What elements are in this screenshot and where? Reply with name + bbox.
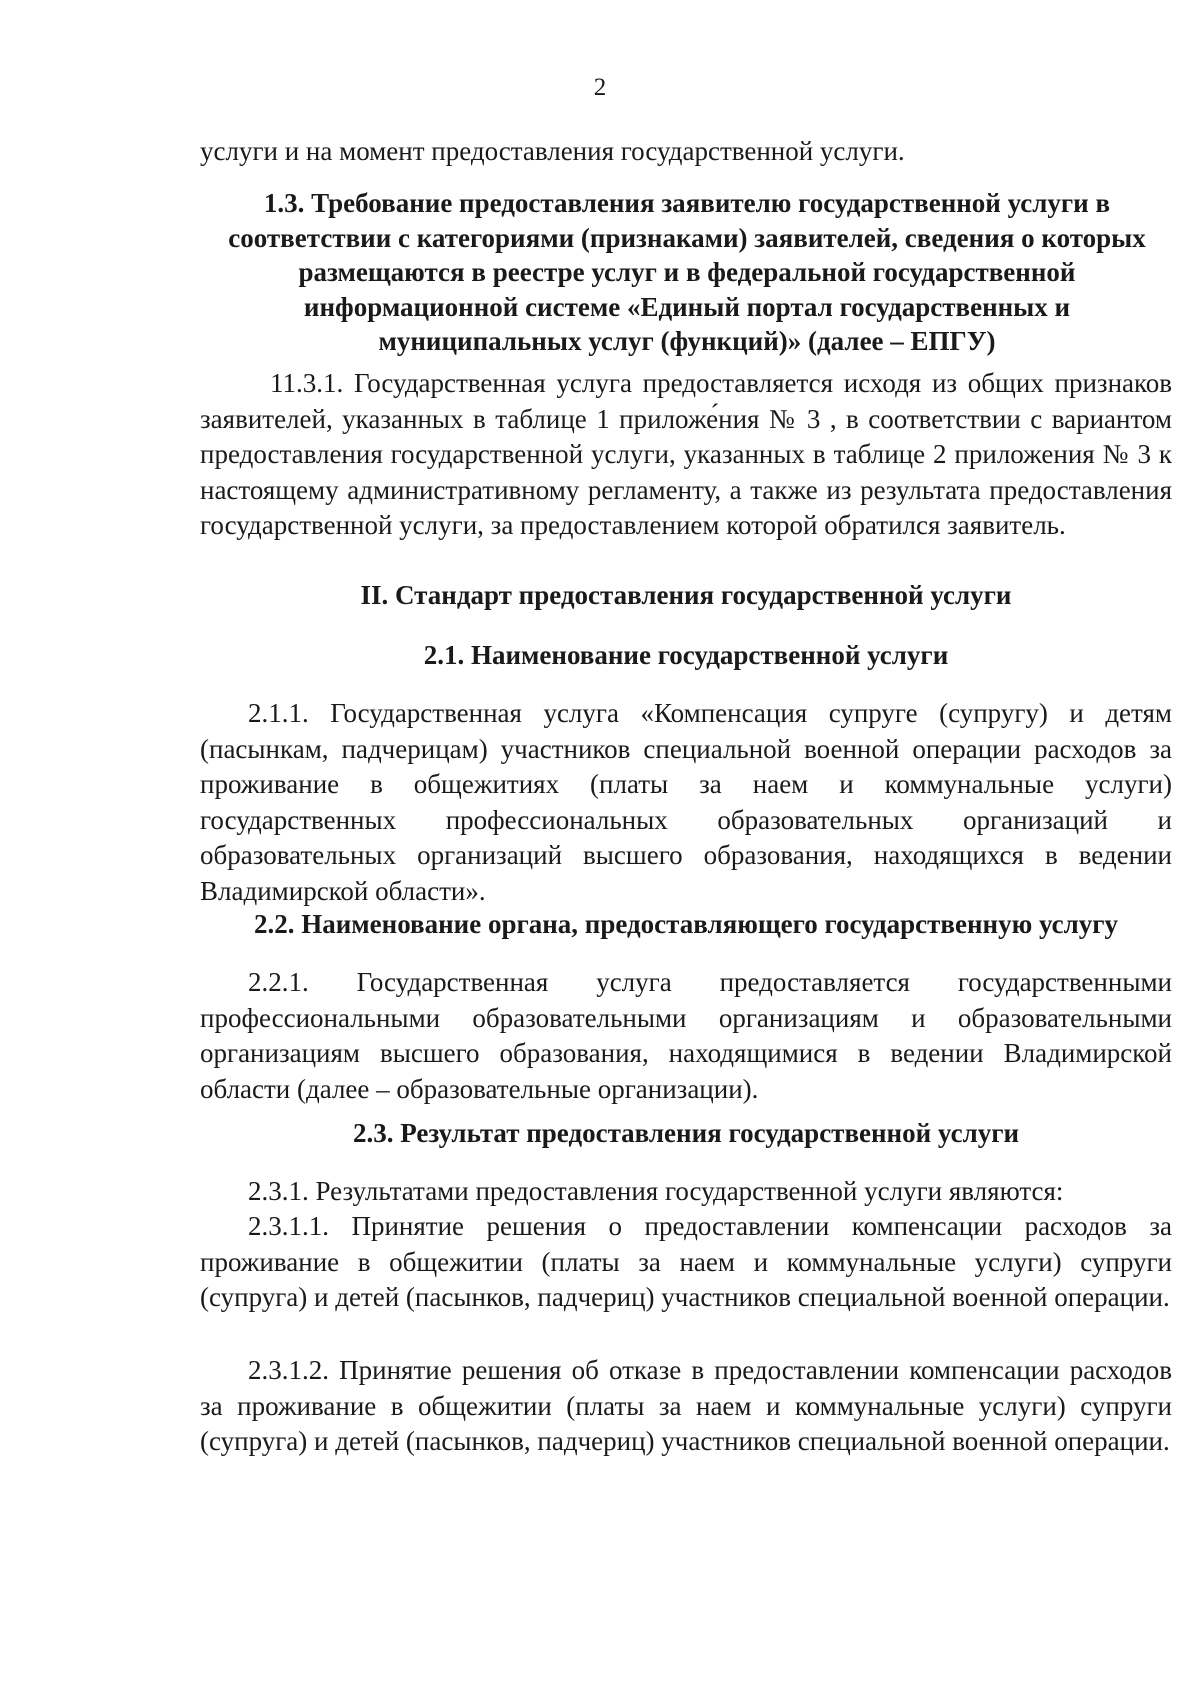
heading-2-1: 2.1. Наименование государственной услуги [423,640,949,670]
paragraph-11-3-1: 11.3.1. Государственная услуга предоставляется исходя из общих признаков заявителей, указанных в таблице 1 приложе́ния № 3 , в соответствии с вариантом предоставления государственной услуги, указанных в таблице 2 приложения № 3 к настоящему административному регламенту, а также из результата предоставления государственной услуги, за предоставлением которой обратился заявитель. [200,368,1172,541]
page-number: 2 [593,74,607,101]
paragraph-2-1-1: 2.1.1. Государственная услуга «Компенсация супруге (супругу) и детям (пасынкам, падчерицам) участников специальной военной операции расходов за проживание в общежитиях (платы за наем и коммунальные услуги) государственных профессиональных образовательных организаций и образовательных организаций высшего образования, находящихся в ведении Владимирской области». [200,698,1172,906]
paragraph-2-3-1: 2.3.1. Результатами предоставления государственной услуги являются: [248,1176,1064,1206]
paragraph-2-3-1-2: 2.3.1.2. Принятие решения об отказе в предоставлении компенсации расходов за проживание в общежитии (платы за наем и коммунальные услуги) супруги (супруга) и детей (пасынков, падчериц) участников специальной военной операции. [200,1355,1172,1457]
heading-1-3: 1.3. Требование предоставления заявителю государственной услуги в соответствии с категориями (признаками) заявителей, сведения о которых размещаются в реестре услуг и в федеральной государственной информационной системе «Единый портал государственных и муниципальных услуг (функций)» (далее – ЕПГУ) [228,188,1146,356]
paragraph-2-3-1-1: 2.3.1.1. Принятие решения о предоставлении компенсации расходов за проживание в общежитии (платы за наем и коммунальные услуги) супруги (супруга) и детей (пасынков, падчериц) участников специальной военной операции. [200,1211,1172,1313]
heading-2-2: 2.2. Наименование органа, предоставляющего государственную услугу [253,909,1119,939]
continuation-paragraph: услуги и на момент предоставления государственной услуги. [200,136,905,166]
heading-2-3: 2.3. Результат предоставления государственной услуги [352,1118,1020,1148]
paragraph-2-2-1: 2.2.1. Государственная услуга предоставляется государственными профессиональными образовательными организациям и образовательными организациям высшего образования, находящимися в ведении Владимирской области (далее – образовательные организации). [200,967,1172,1104]
heading-section-II: II. Стандарт предоставления государственной услуги [360,580,1012,610]
